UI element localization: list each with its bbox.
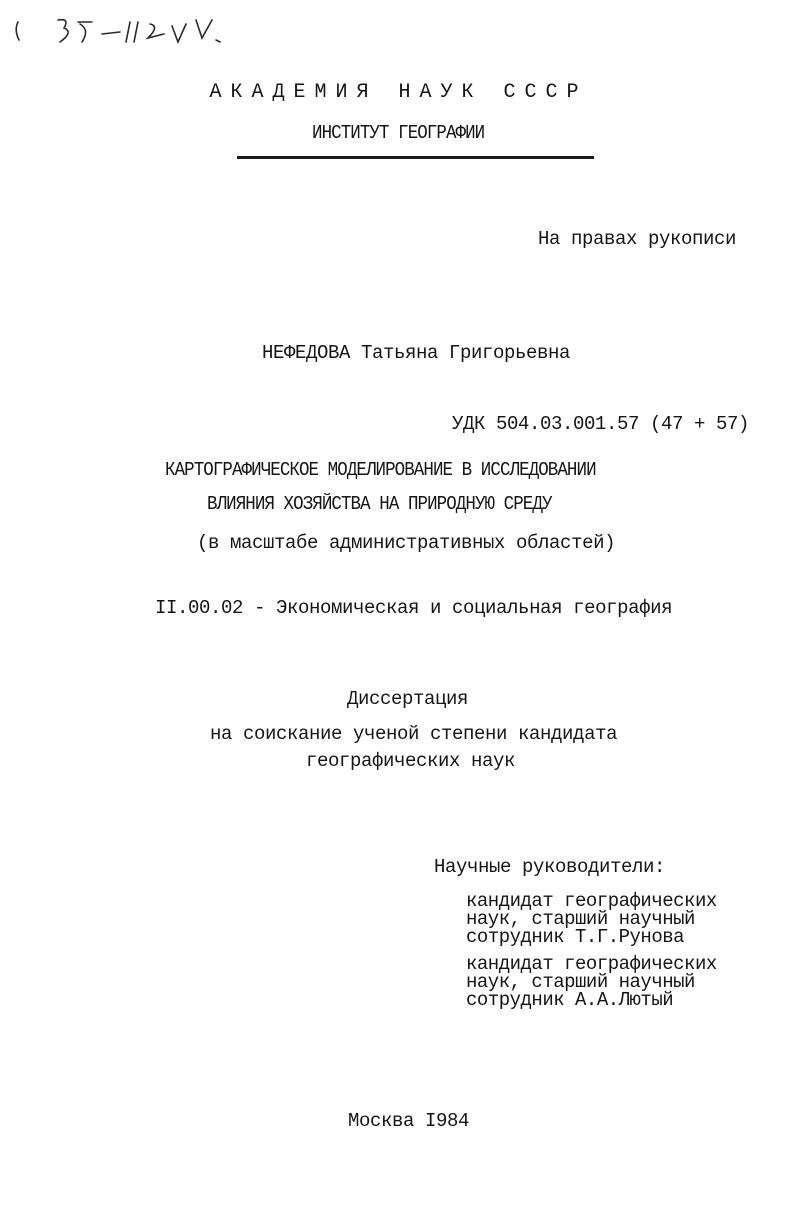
supervisor-1-line-2: наук, старший научный [466,908,695,930]
supervisor-2-line-3: сотрудник А.А.Лютый [466,989,674,1011]
author-name: НЕФЕДОВА Татьяна Григорьевна [262,342,571,364]
supervisor-2-line-2: наук, старший научный [466,971,695,993]
title-line-1: КАРТОГРАФИЧЕСКОЕ МОДЕЛИРОВАНИЕ В ИССЛЕДОВАНИИ [165,459,596,481]
supervisor-1 [466,892,717,946]
supervisor-1-line-1: кандидат географических [466,890,717,912]
supervisor-1-line-3: сотрудник Т.Г.Рунова [466,926,685,948]
supervisors-heading: Научные руководители: [434,856,666,878]
title-subtitle: (в масштабе административных областей) [197,532,616,554]
supervisor-2 [466,955,717,1009]
supervisor-2-line-1: кандидат географических [466,953,717,975]
dissertation-label: Диссертация [347,688,469,710]
header-divider [237,156,594,159]
place-and-year: Москва I984 [348,1110,470,1132]
handwritten-note [10,12,240,52]
title-line-2: ВЛИЯНИЯ ХОЗЯЙСТВА НА ПРИРОДНУЮ СРЕДУ [207,493,552,515]
udk-code: УДК 504.03.001.57 (47 + 57) [452,413,750,435]
institute-name: ИНСТИТУТ ГЕОГРАФИИ [312,122,485,144]
specialty-code: II.00.02 - Экономическая и социальная география [155,597,673,619]
academy-name: АКАДЕМИЯ НАУК СССР [209,81,588,104]
degree-line-2: географических наук [306,750,516,772]
rights-note: На правах рукописи [538,228,737,250]
degree-line-1: на соискание ученой степени кандидата [210,723,618,745]
